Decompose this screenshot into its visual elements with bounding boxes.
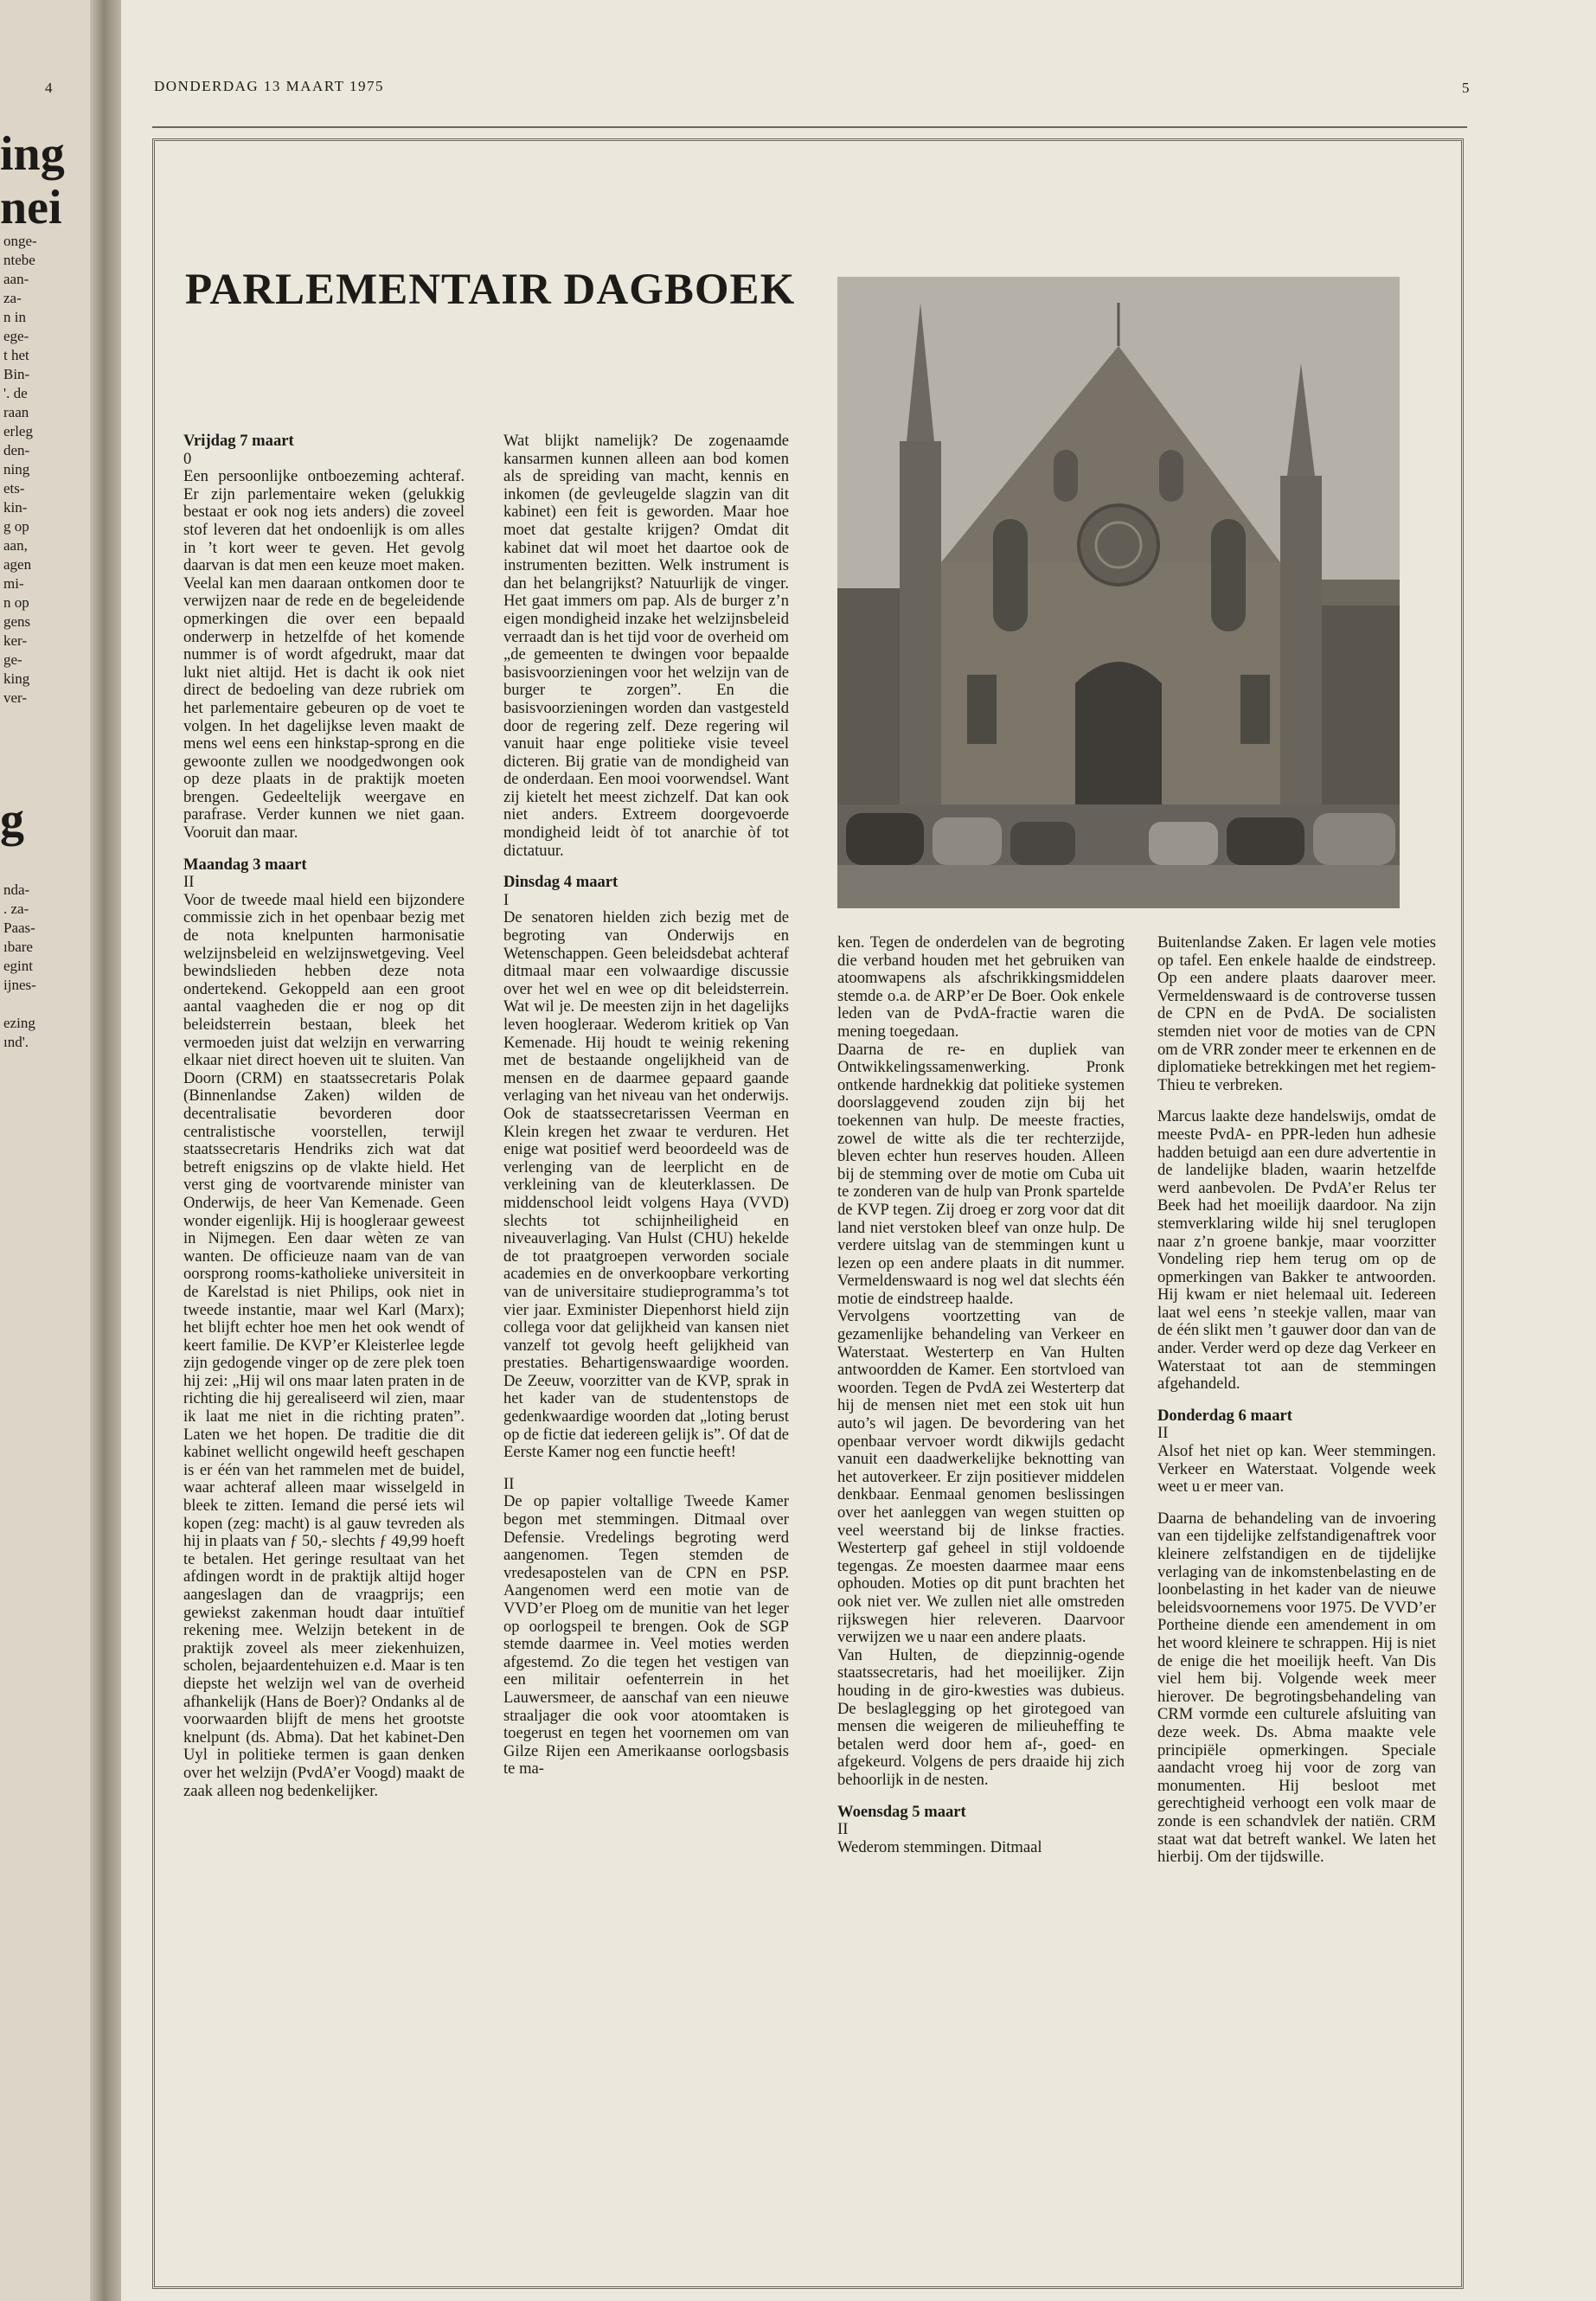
left-text-fragment: erleg [3, 423, 33, 439]
left-text-fragment: gens [3, 613, 31, 630]
day-heading: Donderdag 6 maart [1157, 1406, 1292, 1425]
page-number: 5 [1462, 80, 1470, 96]
left-text-fragment: n op [3, 594, 29, 611]
paragraph-gap [1157, 1094, 1436, 1108]
section-number: II [837, 1820, 849, 1839]
left-text-fragment: egint [3, 958, 33, 974]
left-text-fragment: za- [3, 290, 22, 306]
left-page-strip [0, 0, 102, 2301]
left-headline-fragment: ing [0, 127, 65, 181]
paragraph: Daarna de re- en dupliek van Ontwikkelingssamenwerking. Pronk ontkende hardnekkig dat politieke systemen doorslaggevend zouden zijn bij het toekennen van hulp. De meeste fracties, zowel de witte als die ter rechterzijde, bleven echter hun reserves houden. Alleen bij de stemming over de motie om Cuba uit te zonderen van de hulp van Pronk spartelde de KVP tegen. Zij droeg er zorg voor dat dit land niet verstoken bleef van onze hulp. De verdere uitslag van de stemmingen kunt u lezen op een andere plaats in dit nummer. Vermeldenswaard is nog wel dat slechts één motie de eindstreep haalde. [837, 1040, 1125, 1308]
left-headline-fragment: g [0, 793, 24, 847]
paragraph: Vervolgens voortzetting van de gezamenlijke behandeling van Verkeer en Waterstaat. Westerterp en Van Hulten antwoordden de Kamer. Een stortvloed van woorden. Tegen de PvdA zei Westerterp dat hij de mensen niet met een stok uit hun auto’s wil jagen. De bevordering van het openbaar vervoer wordt dikwijls gedacht vanuit een daadwerkelijke beknotting van het autoverkeer. Er zijn positiever middelen denkbaar. Eenmaal genomen beslissingen over het aanleggen van wegen stuitten op veel weerstand bij de linkse fracties. Westerterp gaf geheel in stijl voldoende tegengas. Ze moesten daarmee maar eens ophouden. Moties op dit punt brachten het ook niet ver. We zullen niet alle omstreden rijkswegen hier releveren. Daarvoor verwijzen we u naar een andere plaats. [837, 1307, 1125, 1647]
header-rule [152, 126, 1467, 128]
left-text-fragment: agen [3, 556, 32, 573]
left-text-fragment: ınd'. [3, 1034, 29, 1050]
section-number: II [183, 873, 195, 892]
left-text-fragment: aan, [3, 537, 28, 554]
left-text-fragment: Bin- [3, 366, 30, 382]
day-heading: Woensdag 5 maart [837, 1802, 966, 1821]
dateline: DONDERDAG 13 MAART 1975 [154, 78, 384, 94]
left-text-fragment: nda- [3, 881, 30, 898]
article-column [1157, 934, 1436, 1867]
paragraph: Buitenlandse Zaken. Er lagen vele moties op tafel. Een enkele haalde de eindstreep. Op een andere plaats daarover meer. Vermeldenswaard is de controverse tussen de CPN en de PvdA. De socialisten stemden niet voor de moties van de CPN om de VRR zonder meer te erkennen en de diplomatieke betrekkingen met het regiem-Thieu te verbreken. [1157, 933, 1436, 1094]
paragraph: Voor de tweede maal hield een bijzondere commissie zich in het openbaar bezig met de nota knelpunten harmonisatie welzijnsbeleid en welzijnswetgeving. Veel bewindslieden hebben deze nota ondertekend. Gekoppeld aan een groot aantal vaagheden die er nog op dit beleidsterrein bestaan, bleek het vermoeden juist dat welzijn en verwarring elkaar niet direct hoeven uit te sluiten. Van Doorn (CRM) en staatssecretaris Polak (Binnenlandse Zaken) wilden de decentralisatie bevorderen door centralistische voorstellen, terwijl staatssecretaris Hendriks zich wat dat betreft enigszins op de vlakte hield. Het verst ging de voortvarende minister van Onderwijs, de heer Van Kemenade. Geen wonder eigenlijk. Hij is hoogleraar geweest in Nijmegen. Een daar wèten ze van wanten. De officieuze naam van de van oorsprong rooms-katholieke universiteit in de Karelstad is niet Philips, ook niet in tweede instantie, maar wel Karl (Marx); het blijft echter hoe men het ook wendt of keert familie. De KVP’er Kleisterlee legde zijn gedogende vinger op de zere plek toen hij zei: „Hij wil ons maar laten praten in de richting die hij gerealiseerd wil zien, maar ik laat me niet in die richting praten”. Laten we het hopen. De traditie die dit kabinet wellicht ongewild heeft geschapen is er één van het rammelen met de buidel, waar achteraf alleen maar wisselgeld in bleek te zitten. Iemand die persé iets wil kopen (zeg: macht) is al gauw tevreden als hij in plaats van ƒ 50,- slechts ƒ 49,99 hoeft te betalen. Het geringe resultaat van het afdingen wordt in de praktijk altijd hoger aangeslagen dan de vraagprijs; een gewiekst zakenman houdt daar intuïtief rekening mee. Welzijn betekent in de praktijk zoveel als meer ziekenhuizen, scholen, bejaardentehuizen e.d. Maar is ten diepste het welzijn wel van de overheid afhankelijk (Hans de Boer)? Ondanks al de voorwaarden blijft de mens het grootste knelpunt (ds. Abma). Dat het kabinet-Den Uyl in politieke termen is gaan denken over het welzijn (PvdA’er Voogd) maakt de zaak alleen nog bedenkelijker. [183, 890, 465, 1800]
left-text-fragment: ege- [3, 328, 29, 344]
paragraph-gap [183, 843, 465, 856]
building-illustration [837, 277, 1400, 908]
left-text-fragment: onge- [3, 233, 37, 249]
paragraph-gap [503, 860, 789, 874]
article-column [837, 934, 1125, 1856]
paragraph: De senatoren hielden zich bezig met de begroting van Onderwijs en Wetenschappen. Geen beleidsdebat achteraf ditmaal maar een volwaardige discussie over het wel en wee op dit beleidsterrein. Wat wil je. De meesten zijn in het dagelijks leven hoogleraar. Wederom kritiek op Van Kemenade. Hij houdt te weinig rekening met de bestaande ongelijkheid van de mensen en de daarmee gepaard gaande verlaging van het niveau van het onderwijs. Ook de staatssecretarissen Veerman en Klein kregen het zwaar te verduren. Het enige wat positief werd beoordeeld was de verlenging van de leerplicht en de verkleining van de kleuterklassen. De middenschool leidt volgens Haya (VVD) slechts tot schijnheiligheid en niveauverlaging. Van Hulst (CHU) hekelde de tot praatgroepen verworden sociale academies en de onverkoopbare verkorting van de universitaire studieprogramma’s tot vier jaar. Exminister Diepenhorst hield zijn collega voor dat gelijkheid van kansen niet vanzelf tot gevolg heeft gelijkheid van prestaties. Behartigenswaardige woorden. De Zeeuw, voorzitter van de KVP, sprak in het kader van de studentenstops de gedenkwaardige woorden dat „loting berust op de fictie dat iedereen gelijk is”. Of dat de Eerste Kamer nog een functie heeft! [503, 908, 789, 1462]
paragraph-gap [837, 1790, 1125, 1804]
left-text-fragment: ver- [3, 689, 28, 706]
left-text-fragment: ezing [3, 1015, 35, 1031]
article-column [183, 433, 465, 1800]
left-text-fragment: ıbare [3, 939, 33, 955]
left-text-fragment: raan [3, 404, 29, 420]
paragraph: De op papier voltallige Tweede Kamer begon met stemmingen. Ditmaal over Defensie. Vredelings begroting werd aangenomen. Tegen stemden de vredesapostelen van de CPN en PSP. Aangenomen werd een motie van de VVD’er Ploeg om de munitie van het leger op oorlogspeil te brengen. Ook de SGP stemde daarmee in. Veel moties werden afgestemd. Zo die tegen het vestigen van een militair oefenterrein in het Lauwersmeer, de aanschaf van een nieuwe straaljager die ook voor atoomtaken is toegerust en tegen het voornemen om van Gilze Rijen een Amerikaanse oorlogsbasis te ma- [503, 1492, 789, 1779]
left-text-fragment: king [3, 670, 30, 687]
left-text-fragment: mi- [3, 575, 24, 592]
left-text-fragment: ge- [3, 651, 22, 668]
left-text-fragment: '. de [3, 385, 28, 401]
left-text-fragment: . za- [3, 901, 29, 917]
paragraph: Alsof het niet op kan. Weer stemmingen. Verkeer en Waterstaat. Volgende week weet u er meer van. [1157, 1442, 1436, 1497]
section-number: I [503, 890, 510, 909]
left-text-fragment: ntebe [3, 252, 35, 268]
paragraph: Marcus laakte deze handelswijs, omdat de meeste PvdA- en PPR-leden hun adhesie hadden betuigd aan een dure advertentie in de landelijke bladen, waarin hetzelfde werd aanbevolen. De PvdA’er Relus ter Beek had het moeilijk daardoor. Na zijn stemverklaring wilde hij snel teruglopen naar z’n groene bankje, maar voorzitter Vondeling riep hem terug om op de opmerkingen van Bakker te antwoorden. Hij kwam er niet helemaal uit. Iedereen laat wel eens ’n steekje vallen, maar van de één slikt men ’t gauwer door dan van de ander. Verder werd op deze dag Verkeer en Waterstaat tot aan de stemmingen afgehandeld. [1157, 1107, 1436, 1394]
ridderzaal-photo [837, 277, 1400, 908]
left-text-fragment: Paas- [3, 920, 35, 936]
section-number: II [503, 1474, 515, 1493]
left-text-fragment: ijnes- [3, 977, 36, 993]
paragraph: Wederom stemmingen. Ditmaal [837, 1837, 1042, 1856]
paragraph-gap [503, 1462, 789, 1476]
page-gutter [90, 0, 121, 2301]
left-text-fragment: ning [3, 461, 30, 478]
paragraph: Wat blijkt namelijk? De zogenaamde kansarmen kunnen alleen aan bod komen als de spreiding van macht, kennis en inkomen (de gevleugelde slagzin van dit kabinet) een feit is geworden. Maar hoe moet dat gestalte krijgen? Omdat dit kabinet dat wil moet het daartoe ook de instrumenten bezitten. Welk instrument is dan het belangrijkst? Natuurlijk de vinger. Het gaat immers om pap. Als de burger z’n eigen mondigheid inzake het welzijnsbeleid verraadt dan is het tijd voor de overheid om „de gemeenten te dwingen voor bepaalde basisvoorzieningen voor het welzijn van de burger te zorgen”. En die basisvoorzieningen worden dan vastgesteld door de regering zelf. Deze regering wil vanuit haar enge politieke visie teveel dicteren. Bij gratie van de mondigheid van de onderdaan. Een mooi voorwendsel. Want zij kietelt het meest zichzelf. Dat kan ook niet anders. Extreem doorgevoerde mondigheid leidt òf tot anarchie òf tot dictatuur. [503, 432, 789, 860]
section-number: II [1157, 1424, 1169, 1443]
paragraph: Een persoonlijke ontboezeming achteraf. Er zijn parlementaire weken (gelukkig bestaat er ook nog iets anders) die zoveel stof leveren dat het ondoenlijk is om alles in ’t kort weer te geven. Het gevolg daarvan is dat men een keuze moet maken. Veelal kan men daaraan ontkomen door te verwijzen naar de rede en de begeleidende opmerkingen die over een bepaald onderwerp in hetzelfde of het komende nummer is of wordt afgedrukt, maar dat lukt niet altijd. Het is dacht ik ook niet direct de bedoeling van deze rubriek om het parlementaire gebeuren op de voet te volgen. In het dagelijkse leven maakt de mens wel eens een hinkstap-sprong en die gewoonte zullen we noodgedwongen ook op deze plaats in de praktijk moeten brengen. Gedeeltelijk weergave en parafrase. Verder kunnen we niet gaan. Vooruit dan maar. [183, 467, 465, 843]
left-text-fragment: kin- [3, 499, 28, 516]
day-heading: Maandag 3 maart [183, 855, 307, 874]
paragraph-gap [1157, 1394, 1436, 1407]
left-page-number: 4 [45, 80, 53, 96]
left-text-fragment: n in [3, 309, 26, 325]
left-text-fragment: ker- [3, 632, 28, 649]
left-text-fragment: den- [3, 442, 30, 458]
left-text-fragment: g op [3, 518, 29, 535]
article-title: PARLEMENTAIR DAGBOEK [185, 266, 796, 314]
left-text-fragment: ets- [3, 480, 25, 497]
paragraph: Van Hulten, de diepzinnig-ogende staatssecretaris, had het moeilijker. Zijn houding in de giro-kwesties was dubieus. De beslaglegging op het girotegoed van mensen die weigeren de milieuheffing te betalen werd door hem af-, goed- en afgekeurd. Volgens de pers draaide hij zich behoorlijk in de nesten. [837, 1645, 1125, 1789]
paragraph-gap [1157, 1497, 1436, 1510]
left-text-fragment: aan- [3, 271, 29, 287]
left-text-fragment: t het [3, 347, 29, 363]
section-number: 0 [183, 449, 192, 468]
article-column [503, 433, 789, 1779]
day-heading: Vrijdag 7 maart [183, 432, 294, 450]
day-heading: Dinsdag 4 maart [503, 873, 619, 892]
paragraph: Daarna de behandeling van de invoering van een tijdelijke zelfstandigenaftrek voor kleinere zelfstandigen en de tijdelijke verlaging van de inkomstenbelasting en de loonbelasting in het kader van de nieuwe beleidsvoornemens voor 1975. De VVD’er Portheine diende een amendement in om het woord kleinere te schrappen. Hij is niet de enige die het moeilijk heeft. Van Dis viel hem bij. Volgende week meer hierover. De begrotingsbehandeling van CRM vormde een culturele afsluiting van deze week. Ds. Abma maakte vele principiële opmerkingen. Speciale aandacht vroeg hij voor de zorg van monumenten. Hij besloot met gerechtigheid verhoogt een volk maar de zonde is een schandvlek der natiën. CRM staat wat dat betreft wankel. We laten het hierbij. Om der tijdswille. [1157, 1509, 1436, 1867]
left-headline-fragment: nei [0, 181, 62, 234]
paragraph: ken. Tegen de onderdelen van de begroting die verband houden met het gebruiken van atoomwapens als afschrikkingsmiddelen stemde o.a. de ARP’er De Boer. Ook enkele leden van de PvdA-fractie waren die mening toegedaan. [837, 933, 1125, 1041]
